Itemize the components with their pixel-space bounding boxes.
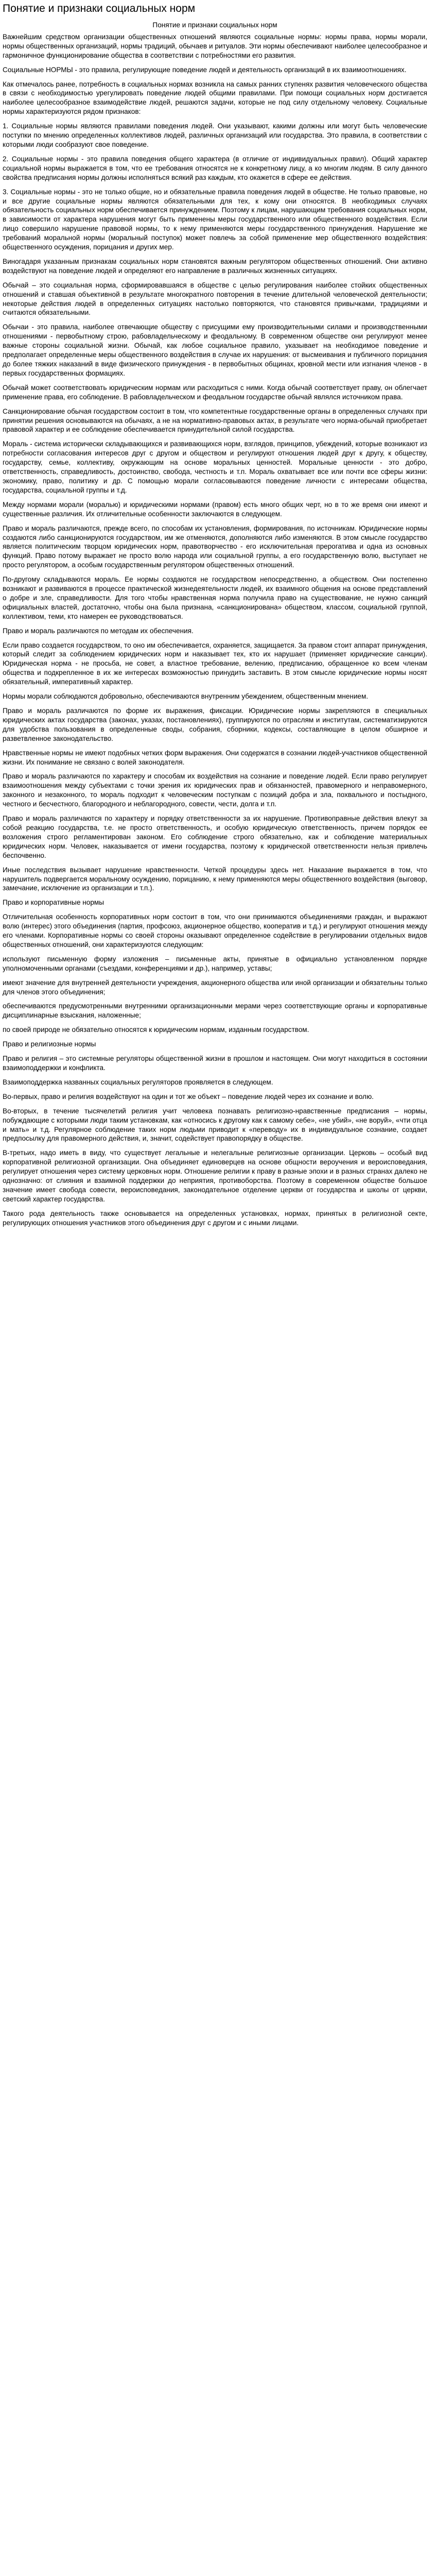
paragraph: Санкционирование обычая государством состоит в том, что компетентные государственные органы в определенных случаях при принятии решения основываются на обычаях, а не на нормативно-правовых актах, в результате чего норма-обычай приобретает правовой характер и ее соблюдение обеспечивается принудительной силой государства.	[3, 407, 427, 434]
paragraph: Право и корпоративные нормы	[3, 899, 104, 907]
paragraph: имеют значение для внутренней деятельности учреждения, акционерного общества или иной организации и обязательны только для членов этого объединения;	[3, 978, 427, 996]
paragraph: используют письменную форму изложения – письменные акты, принятые в официально установленном порядке уполномоченными органами (съездами, конференциями и др.), например, уставы;	[3, 955, 427, 972]
paragraph: 3. Социальные нормы - это не только общие, но и обязательные правила поведения людей в обществе. Не только правовые, но и все другие социальные нормы являются обязательными для тех, к кому они относятся. В необходимых случаях обязательность социальных норм обеспечивается принуждением. Поэтому к лицам, нарушающим требования социальных норм, в зависимости от характера нарушения могут быть применены меры государственного или общественного воздействия. Если лицо совершило нарушение правовой нормы, то к нему применяются меры государственного принуждения. Нарушение же требований моральной нормы (моральный поступок) может повлечь за собой применение мер общественного воздействия: общественного осуждения, порицания и других мер.	[3, 188, 427, 251]
paragraph: Как отмечалось ранее, потребность в социальных нормах возникла на самых ранних ступенях развития человеческого общества в связи с необходимостью урегулировать поведение людей общими правилами. При помощи социальных норм достигается наиболее целесообразное взаимодействие людей, решаются задачи, которые не под силу отдельному человеку. Социальные нормы характеризуются рядом признаков:	[3, 80, 427, 116]
paragraph: Обычай может соответствовать юридическим нормам или расходиться с ними. Когда обычай соответствует праву, он облегчает применение права, его соблюдение. В рабовладельческом и феодальном государстве обычай являлся источником права.	[3, 383, 427, 401]
paragraph: Отличительная особенность корпоративных норм состоит в том, что они принимаются объединениями граждан, и выражают волю (интерес) этого объединения (партия, профсоюз, акционерное общество, кооператив и т.д.) и регулируют отношения между его членами. Корпоративные нормы со своей стороны оказывают определенное содействие в регулировании отдельных видов общественных отношений, они характеризуются следующим:	[3, 913, 427, 948]
paragraph: обеспечиваются предусмотренными внутренними организационными мерами через соответствующие органы и корпоративные дисциплинарные взыскания, наложенные;	[3, 1002, 427, 1020]
paragraph: Право и мораль различаются по характеру и способам их воздействия на сознание и поведение людей. Если право регулирует взаимоотношения между субъектами с точки зрения их юридических прав и обязанностей, правомерного и неправомерного, законного и незаконного, то мораль подходит к человеческим поступкам с позиций добра и зла, похвального и постыдного, честного и бесчестного, благородного и неблагородного, совести, чести, долга и т.п.	[3, 772, 427, 808]
paragraph: Во-первых, право и религия воздействуют на один и тот же объект – поведение людей через их сознание и волю.	[3, 1092, 374, 1100]
article-body	[3, 32, 427, 1228]
paragraph: Нравственные нормы не имеют подобных четких форм выражения. Они содержатся в сознании людей-участников общественной жизни. Их понимание не связано с волей законодателя.	[3, 749, 427, 766]
paragraph: Между нормами морали (моралью) и юридическими нормами (правом) есть много общих черт, но в то же время они имеют и существенные различия. Их отличительные особенности заключаются в следующем.	[3, 500, 427, 518]
paragraph: Право и религиозные нормы	[3, 1040, 96, 1048]
paragraph: Право и мораль различаются по методам их обеспечения.	[3, 626, 194, 635]
paragraph: Важнейшим средством организации общественных отношений являются социальные нормы: нормы права, нормы морали, нормы общественных организаций, нормы традиций, обычаев и ритуалов. Эти нормы обеспечивают наиболее целесообразное и гармоничное функционирование общества в соответствии с потребностями его развития.	[3, 32, 427, 59]
paragraph: Взаимоподдержка названных социальных регуляторов проявляется в следующем.	[3, 1078, 273, 1086]
paragraph: Обычай – это социальная норма, сформировавшаяся в обществе с целью регулирования наиболее стойких общественных отношений и ставшая объективной в результате многократного повторения в течение длительной человеческой деятельности; некоторые действия людей в определенных ситуациях настолько повторяются, что становятся привычками, традициями и считаются обязательными.	[3, 281, 427, 317]
paragraph: Если право создается государством, то оно им обеспечивается, охраняется, защищается. За правом стоит аппарат принуждения, который следит за соблюдением юридических норм и наказывает тех, кто их нарушает (применяет юридические санкции). Юридическая норма - не просьба, не совет, а властное требование, велению, предписанию, обращенное ко всем членам общества и подкрепленное в их же интересах возможностью принудить заставить. В этом смысле юридические нормы носят обязательный, императивный характер.	[3, 641, 427, 686]
page-subtitle: Понятие и признаки социальных норм	[152, 21, 277, 29]
paragraph: Иные последствия вызывает нарушение нравственности. Четкой процедуры здесь нет. Наказание выражается в том, что нарушитель подвергается моральному осуждению, порицанию, к нему применяются меры общественного воздействия (выговор, замечание, исключение из организации и т.п.).	[3, 866, 427, 892]
paragraph: Право и религия – это системные регуляторы общественной жизни в прошлом и настоящем. Они могут находиться в состоянии взаимоподдержки и конфликта.	[3, 1055, 427, 1072]
paragraph: 1. Социальные нормы являются правилами поведения людей. Они указывают, какими должны или могут быть человеческие поступки по мнению определенных коллективов людей, различных организаций или государства. Это правила, в соответствии с которыми люди сообразуют свое поведение.	[3, 122, 427, 148]
paragraph: В-третьих, надо иметь в виду, что существует легальные и нелегальные религиозные организации. Церковь – особый вид корпоративной религиозной организации. Она объединяет единоверцев на основе общности вероучения и вероисповедания, регулирует отношения через систему церковных норм. Отношение религии к праву в разные эпохи и в разных странах далеко не однозначно: от слияния и взаимной поддержки до неприятия, противоборства. Поэтому в современном обществе большое значение имеет свобода совести, вероисповедания, законодательное отделение церкви от государства и школы от церкви, светский характер государства.	[3, 1149, 427, 1203]
paragraph: Во-вторых, в течение тысячелетий религия учит человека познавать религиозно-нравственные предписания – нормы, побуждающие с которыми люди таким установкам, как «относись к другому как к самому себе», «не убий», «не воруй», «чти отца и мать» и т.д. Регулярное соблюдение таких норм людьми приводит к «переводу» их в индивидуальное сознание, создает предпосылку для правомерного действия, и, значит, содействует правопорядку в обществе.	[3, 1107, 427, 1143]
paragraph: Такого рода деятельность также основывается на определенных установках, нормах, принятых в религиозной секте, регулирующих отношения участников этого объединения друг с другом и с иными лицами.	[3, 1209, 427, 1227]
page-title: Понятие и признаки социальных норм	[3, 3, 196, 14]
document-page	[0, 0, 430, 1228]
paragraph: Мораль - система исторически складывающихся и развивающихся норм, взглядов, принципов, убеждений, которые возникают из потребности согласования интересов друг с другом и обществом и регулируют отношения людей друг к другу, к обществу, государству, семье, коллективу, окружающим на основе моральных ценностей. Моральные ценности - это добро, ответственность, справедливость, достоинство, свобода, честность и т.п. Мораль охватывает все или почти все сферы жизни: экономику, право, политику и др. С помощью морали согласовываются поведение личности с интересами общества, государства, социальной группы и т.д.	[3, 440, 427, 494]
paragraph: По-другому складываются мораль. Ее нормы создаются не государством непосредственно, а обществом. Они постепенно возникают и развиваются в процессе практической жизнедеятельности людей, их взаимного общения на основе представлений о добре и зле, справедливости. Для того чтобы нравственная норма получила право на существование, не нужно санкций официальных властей, достаточно, чтобы она была признана, «санкционирована» обществом, классом, социальной группой, коллективом, теми, кто намерен ее руководствоваться.	[3, 575, 427, 620]
paragraph: Нормы морали соблюдаются добровольно, обеспечиваются внутренним убеждением, общественным мнением.	[3, 692, 369, 701]
paragraph: Социальные НОРМЫ - это правила, регулирующие поведение людей и деятельность организаций в их взаимоотношениях.	[3, 65, 407, 74]
paragraph: Право и мораль различаются по форме их выражения, фиксации. Юридические нормы закрепляются в специальных юридических актах государства (законах, указах, постановлениях), группируются по отраслям и институтам, систематизируются для удобства пользования в определенные своды, собрания, сборники, кодексы, составляющие в целом обширное и разветвленное законодательство.	[3, 707, 427, 742]
paragraph: Право и мораль различаются по характеру и порядку ответственности за их нарушение. Противоправные действия влекут за собой реакцию государства, т.е. не просто ответственность, и особую юридическую ответственность, причем порядок ее возложения строго регламентирован законом. Его соблюдение строго обязательно, как и соблюдение материальных юридических норм. Человек, наказывается от имени государства, поэтому к юридической ответственности нельзя привлечь беспочвенно.	[3, 815, 427, 859]
paragraph: 2. Социальные нормы - это правила поведения общего характера (в отличие от индивидуальных правил). Общий характер социальной нормы выражается в том, что ее требования относятся не к конкретному лицу, а ко многим людям. В силу данного свойства предписания нормы должны исполняться всякий раз каждым, кто окажется в сфере ее действия.	[3, 155, 427, 181]
paragraph: Виногадаря указанным признакам социальных норм становятся важным регулятором общественных отношений. Они активно воздействуют на поведение людей и определяют его направление в различных жизненных ситуациях.	[3, 257, 427, 275]
paragraph: Право и мораль различаются, прежде всего, по способам их установления, формирования, по источникам. Юридические нормы создаются либо санкционируются государством, им же отменяются, дополняются либо изменяются. В этом смысле государство является политическим творцом юридических норм, правотворчество - его исключительная прерогатива и одна из основных функций. Право потому выражает не просто волю народа или социальной группы, а его государственную волю, выступает не просто регулятором, а особым государственным регулятором общественных отношений.	[3, 524, 427, 569]
paragraph: Обычаи - это правила, наиболее отвечающие обществу с присущими ему производительными силами и производственными отношениями - первобытному строю, рабовладельческому и феодальному. В современном обществе они регулируют менее важные стороны социальной жизни. Обычай, как любое социальное правило, указывает на необходимое поведение и предполагает определенные меры общественного воздействия в случае их нарушения: от высмеивания и публичного порицания до более тяжких наказаний в виде физического принуждения - в первобытных общинах, кровной мести или изгнания членов - в первых государственных формациях.	[3, 323, 427, 377]
paragraph: по своей природе не обязательно относятся к юридическим нормам, изданным государством.	[3, 1026, 309, 1034]
